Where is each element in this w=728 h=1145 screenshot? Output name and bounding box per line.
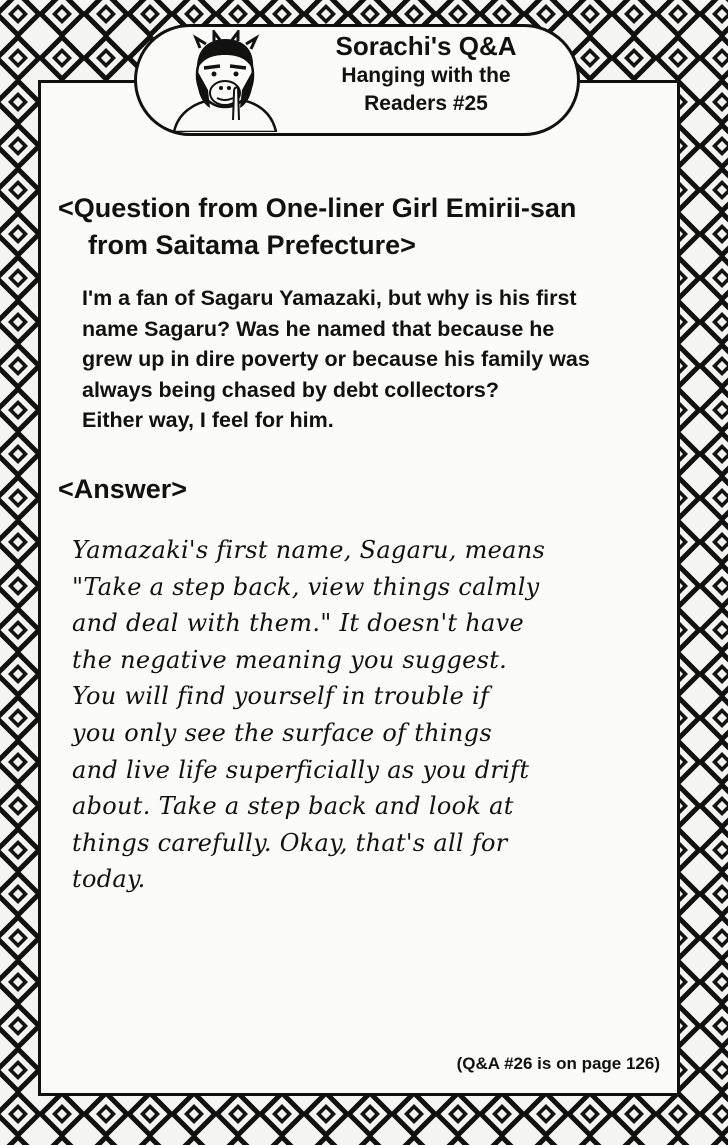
question-body: [82, 283, 662, 436]
answer-line: you only see the surface of things: [72, 718, 492, 747]
question-line: I'm a fan of Sagaru Yamazaki, but why is his first: [82, 286, 577, 310]
answer-line: things carefully. Okay, that's all for: [72, 828, 508, 857]
next-qa-note: (Q&A #26 is on page 126): [456, 1054, 660, 1073]
answer-line: You will find yourself in trouble if: [72, 682, 490, 711]
answer-line: and live life superficially as you drift: [72, 755, 530, 784]
question-heading: [58, 190, 658, 264]
answer-line: "Take a step back, view things calmly: [72, 572, 540, 601]
page-title: Sorachi's Q&A: [335, 31, 517, 61]
title-block: [286, 30, 566, 118]
question-line: always being chased by debt collectors?: [82, 377, 499, 402]
gorilla-author-icon: [170, 30, 280, 132]
page-subtitle-line1: Hanging with the: [341, 64, 511, 87]
question-line: grew up in dire poverty or because his family was: [82, 347, 590, 371]
answer-line: Yamazaki's first name, Sagaru, means: [72, 536, 546, 564]
answer-heading: <Answer>: [58, 474, 188, 504]
answer-line: and deal with them." It doesn't have: [72, 609, 524, 638]
page-subtitle-line2: Readers #25: [364, 92, 488, 115]
question-heading-line1: <Question from One-liner Girl Emirii-san: [58, 193, 577, 223]
answer-body: [72, 532, 662, 898]
answer-line: the negative meaning you suggest.: [72, 645, 508, 674]
question-line: Either way, I feel for him.: [82, 408, 334, 432]
answer-line: about. Take a step back and look at: [72, 792, 514, 821]
answer-line: today.: [72, 865, 146, 894]
question-heading-line2: from Saitama Prefecture>: [88, 230, 416, 260]
question-line: name Sagaru? Was he named that because he: [82, 316, 555, 341]
